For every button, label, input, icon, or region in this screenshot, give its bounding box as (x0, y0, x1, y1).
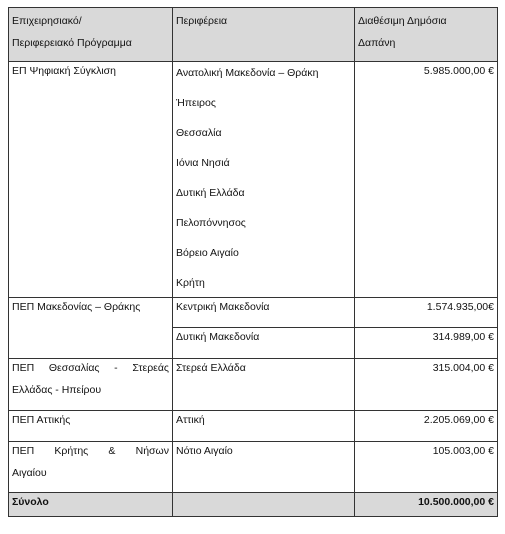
amount-cell (355, 62, 498, 298)
region-name: Δυτική Μακεδονία (176, 331, 260, 343)
region-name: Ανατολική Μακεδονία – Θράκη (176, 67, 319, 79)
total-row (9, 493, 498, 517)
total-amount-cell (355, 493, 498, 517)
header-program-line1: Επιχειρησιακό/ (12, 15, 82, 27)
region-list (176, 67, 351, 297)
total-label-cell (9, 493, 173, 517)
program-cell (9, 298, 173, 359)
header-budget (355, 8, 498, 62)
header-region (173, 8, 355, 62)
amount-value: 314.989,00 € (432, 331, 494, 343)
program-cell (9, 359, 173, 411)
region-cell (173, 62, 355, 298)
program-name-line2: Αιγαίου (12, 467, 47, 479)
region-name: Κεντρική Μακεδονία (176, 301, 270, 313)
budget-table (8, 7, 498, 517)
amount-cell (355, 411, 498, 442)
program-cell (9, 62, 173, 298)
region-name: Ήπειρος (176, 97, 216, 109)
program-name: ΠΕΠ Αττικής (12, 414, 71, 426)
region-name: Κρήτη (176, 277, 205, 289)
amount-value: 315.004,00 € (432, 362, 494, 374)
region-name: Νότιο Αιγαίο (176, 445, 233, 457)
header-budget-line1 (358, 11, 494, 33)
header-budget-word2: Δημόσια (406, 15, 447, 27)
amount-value: 1.574.935,00€ (426, 301, 494, 313)
program-word: & (108, 445, 116, 457)
region-cell (173, 328, 355, 359)
program-word: ΠΕΠ (12, 445, 35, 457)
total-amount: 10.500.000,00 € (418, 496, 494, 508)
region-cell (173, 442, 355, 493)
program-name: ΕΠ Ψηφιακή Σύγκλιση (12, 65, 116, 77)
region-name: Βόρειο Αιγαίο (176, 247, 239, 259)
table-row (9, 442, 498, 493)
region-name: Ιόνια Νησιά (176, 157, 230, 169)
program-cell (9, 442, 173, 493)
region-cell (173, 411, 355, 442)
amount-value: 5.985.000,00 € (423, 65, 494, 77)
amount-value: 2.205.069,00 € (423, 414, 494, 426)
program-name-line2: Ελλάδας - Ηπείρου (12, 384, 102, 396)
amount-cell (355, 442, 498, 493)
program-word: ΠΕΠ (12, 362, 35, 374)
region-name: Στερεά Ελλάδα (176, 362, 246, 374)
region-cell (173, 359, 355, 411)
header-budget-word1: Διαθέσιμη (358, 15, 405, 27)
table-row (9, 359, 498, 411)
amount-cell (355, 298, 498, 328)
region-name: Θεσσαλία (176, 127, 222, 139)
program-word: Νήσων (135, 445, 169, 457)
amount-value: 105.003,00 € (432, 445, 494, 457)
program-name-line1 (12, 445, 169, 457)
total-label: Σύνολο (12, 496, 49, 508)
region-name: Δυτική Ελλάδα (176, 187, 245, 199)
total-empty-cell (173, 493, 355, 517)
region-cell (173, 298, 355, 328)
program-word: Θεσσαλίας (48, 362, 100, 374)
program-cell (9, 411, 173, 442)
table-row (9, 298, 498, 328)
header-program-line2: Περιφερειακό Πρόγραμμα (12, 37, 132, 49)
header-budget-line2: Δαπάνη (358, 37, 396, 49)
program-name: ΠΕΠ Μακεδονίας – Θράκης (12, 301, 141, 313)
table-header-row (9, 8, 498, 62)
header-program (9, 8, 173, 62)
program-word: Κρήτης (54, 445, 89, 457)
amount-cell (355, 359, 498, 411)
program-word: Στερεάς (132, 362, 169, 374)
region-name: Αττική (176, 414, 205, 426)
program-name-line1 (12, 362, 169, 374)
header-region-label: Περιφέρεια (176, 15, 228, 27)
program-word: - (114, 362, 118, 374)
amount-cell (355, 328, 498, 359)
table-row (9, 411, 498, 442)
table-row (9, 62, 498, 298)
region-name: Πελοπόννησος (176, 217, 246, 229)
